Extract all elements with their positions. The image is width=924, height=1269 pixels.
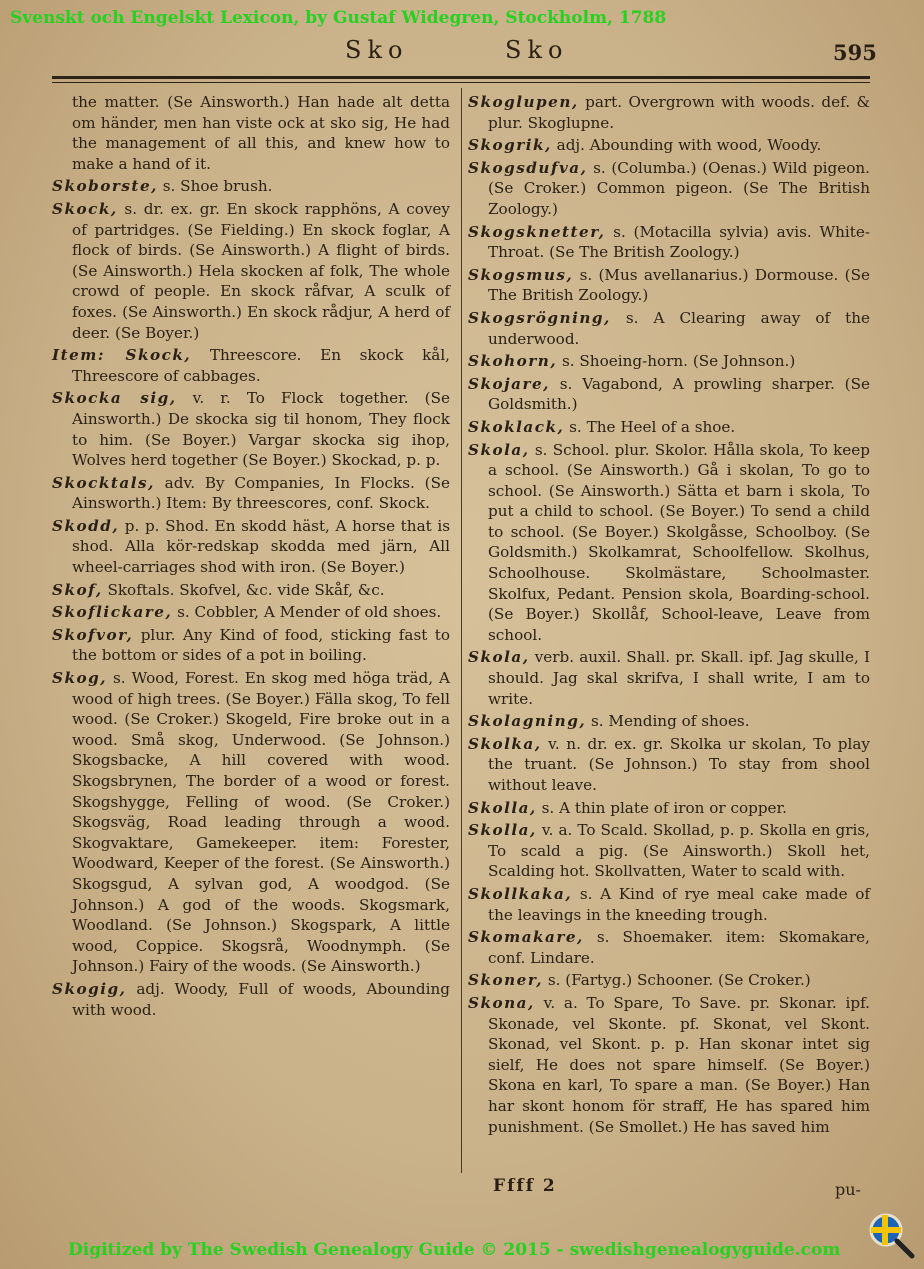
entry-headword: Skohorn, [468, 352, 558, 371]
dictionary-entry [466, 711, 870, 732]
dictionary-entry [50, 388, 450, 470]
entry-headword: Skollkaka, [468, 884, 573, 903]
entry-definition: the matter. (Se Ainsworth.) Han hade alt detta om händer, men han viste ock at sko sig, He had the management of all this, and knew how to make a hand of it. [72, 93, 450, 173]
entry-definition: v. a. To Spare, To Save. pr. Skonar. ipf. Skonade, vel Skonte. pf. Skonat, vel Skont. Skonad, vel Skont. p. p. Han skonar intet sig sielf, He does not spare himself. (Se Boyer.) Skona en karl, To spare a man. (Se Boyer.) Han har skont honom för straff, He has spared him punishment. (Se Smollet.) He has saved him [488, 993, 871, 1136]
entry-definition: adv. By Companies, In Flocks. (Se Ainsworth.) Item: By threescores, conf. Skock. [72, 473, 450, 513]
entry-definition: s. (Fartyg.) Schooner. (Se Croker.) [547, 971, 811, 990]
entry-headword: Skodd, [52, 516, 120, 535]
dictionary-entry [466, 158, 870, 220]
digitized-banner: Digitized by The Swedish Genealogy Guide © 2015 - swedishgenealogyguide.com [68, 1240, 841, 1260]
entry-definition: Skoftals. Skofvel, &c. vide Skåf, &c. [107, 580, 385, 599]
entry-headword: Skogsdufva, [468, 158, 588, 177]
entry-headword: Item: Skock, [52, 346, 192, 365]
entry-headword: Skolagning, [468, 712, 587, 731]
entry-headword: Skolla, [468, 821, 537, 840]
source-banner: Svenskt och Engelskt Lexicon, by Gustaf Widegren, Stockholm, 1788 [10, 8, 667, 28]
running-head-right: Sko [505, 36, 569, 64]
entry-definition: verb. auxil. Shall. pr. Skall. ipf. Jag skulle, I should. Jag skal skrifva, I shall write, I am to write. [488, 648, 870, 708]
entry-headword: Skona, [468, 993, 535, 1012]
entry-definition: s. Shoemaker. item: Skomakare, conf. Lindare. [488, 928, 870, 967]
entry-headword: Skofvor, [52, 625, 134, 644]
entry-definition: s. (Motacilla sylvia) avis. White-Throat. (Se The British Zoology.) [488, 222, 870, 262]
entry-headword: Skogsrögning, [468, 308, 611, 327]
dictionary-entry [466, 308, 870, 349]
entry-definition: v. a. To Scald. Skollad, p. p. Skolla en gris, To scald a pig. (Se Ainsworth.) Skoll het, Scalding hot. Skollvatten, Water to scald with. [488, 821, 871, 881]
dictionary-entry [466, 734, 870, 796]
entry-definition: s. The Heel of a shoe. [569, 417, 736, 436]
dictionary-entry [50, 473, 450, 514]
entry-headword: Skolla, [468, 798, 537, 817]
dictionary-entry [50, 979, 450, 1020]
dictionary-entry [466, 798, 870, 819]
entry-definition: s. Cobbler, A Mender of old shoes. [177, 603, 442, 622]
header-rule-thick [52, 76, 870, 79]
entry-headword: Skoklack, [468, 417, 565, 436]
entry-definition: s. dr. ex. gr. En skock rapphöns, A covey of partridges. (Se Fielding.) En skock foglar, A flock of birds. (Se Ainsworth.) A flight of birds. (Se Ainsworth.) Hela skocken af folk, The whole crowd of people. En skock råfvar, A sculk of foxes. (Se Ainsworth.) En skock rådjur, A herd of deer. (Se Boyer.) [72, 199, 450, 342]
dictionary-entry [50, 199, 450, 343]
dictionary-entry [466, 993, 870, 1137]
dictionary-entry [466, 440, 870, 646]
dictionary-entry [50, 602, 450, 623]
dictionary-entry [466, 92, 870, 133]
entry-headword: Skocka sig, [52, 389, 177, 408]
dictionary-entry [466, 222, 870, 263]
column-divider [461, 88, 462, 1173]
entry-headword: Skogrik, [468, 136, 552, 155]
entry-definition: s. A Clearing away of the underwood. [488, 308, 871, 348]
entry-definition: s. A Kind of rye meal cake made of the leavings in the kneeding trough. [488, 884, 871, 924]
entry-definition: s. School. plur. Skolor. Hålla skola, To keep a school. (Se Ainsworth.) Gå i skolan, To go to school. (Se Ainsworth.) Sätta et barn i skola, To put a child to school. (Se Boyer.) To send a child to school. (Se Boyer.) Skolgåsse, Schoolboy. (Se Goldsmith.) Skolkamrat, Schoolfellow. Skolhus, Schoolhouse. Skolmästare, Schoolmaster. Skolfux, Pedant. Pension skola, Boarding-school. (Se Boyer.) Skollåf, School-leave, Leave from school. [488, 440, 870, 644]
entry-headword: Skomakare, [468, 928, 584, 947]
entry-headword: Skoborste, [52, 177, 158, 196]
entry-definition: adj. Abounding with wood, Woody. [556, 136, 822, 155]
dictionary-entry [50, 176, 450, 197]
dictionary-entry [50, 516, 450, 578]
entry-definition: s. Wood, Forest. En skog med höga träd, A wood of high trees. (Se Boyer.) Fälla skog, To fell wood. (Se Croker.) Skogeld, Fire broke out in a wood. Små skog, Underwood. (Se Johnson.) Skogsbacke, A hill covered with wood. Skogsbrynen, The border of a wood or forest. Skogshygge, Felling of wood. (Se Croker.) Skogsväg, Road leading through a wood. Skogvaktare, Gamekeeper. item: Forester, Woodward, Keeper of the forest. (Se Ainsworth.) Skogsgud, A sylvan god, A woodgod. (Se Johnson.) A god of the woods. Skogsmark, Woodland. (Se Johnson.) Skogspark, A little wood, Coppice. Skogsrå, Woodnymph. (Se Johnson.) Fairy of the woods. (Se Ainsworth.) [72, 669, 451, 976]
entry-definition: part. Overgrown with woods. def. & plur. Skoglupne. [488, 93, 870, 132]
entry-headword: Skola, [468, 648, 530, 667]
entry-definition: v. r. To Flock together. (Se Ainsworth.) De skocka sig til honom, They flock to him. (Se Boyer.) Vargar skocka sig ihop, Wolves herd together (Se Boyer.) Skockad, p. p. [72, 389, 450, 470]
dictionary-entry [466, 647, 870, 709]
dictionary-entry [50, 625, 450, 666]
swedish-flag-magnifier-icon [866, 1210, 918, 1262]
dictionary-entry [466, 265, 870, 306]
dictionary-entry [50, 580, 450, 601]
dictionary-entry [466, 884, 870, 925]
entry-definition: v. n. dr. ex. gr. Skolka ur skolan, To play the truant. (Se Johnson.) To stay from shool without leave. [488, 734, 871, 794]
entry-headword: Skoflickare, [52, 603, 173, 622]
dictionary-entry [466, 135, 870, 156]
dictionary-entry [466, 351, 870, 372]
entry-definition: s. (Columba.) (Oenas.) Wild pigeon. (Se Croker.) Common pigeon. (Se The British Zoology.) [488, 158, 871, 218]
entry-headword: Skof, [52, 580, 103, 599]
entry-headword: Skoglupen, [468, 93, 579, 111]
entry-headword: Skola, [468, 440, 530, 459]
entry-headword: Skogsknetter, [468, 222, 606, 241]
dictionary-entry [50, 92, 450, 174]
entry-headword: Skoner, [468, 971, 544, 990]
running-head [0, 36, 924, 66]
entry-definition: s. (Mus avellanarius.) Dormouse. (Se The British Zoology.) [488, 265, 870, 305]
entry-definition: plur. Any Kind of food, sticking fast to the bottom or sides of a pot in boiling. [72, 625, 451, 665]
entry-definition: s. A thin plate of iron or copper. [541, 798, 787, 817]
running-head-left: Sko [345, 36, 409, 64]
signature-mark: Ffff 2 [493, 1176, 557, 1196]
entry-headword: Skog, [52, 669, 108, 688]
entry-headword: Skock, [52, 199, 118, 218]
header-rule-thin [52, 82, 870, 83]
catchword: pu- [835, 1180, 861, 1199]
entry-headword: Skocktals, [52, 473, 155, 492]
page-number: 595 [833, 40, 877, 65]
left-column [50, 92, 450, 1022]
entry-definition: s. Vagabond, A prowling sharper. (Se Goldsmith.) [488, 374, 870, 414]
dictionary-entry [466, 417, 870, 438]
dictionary-entry [466, 374, 870, 415]
entry-definition: s. Mending of shoes. [590, 712, 750, 731]
dictionary-entry [466, 927, 870, 968]
entry-definition: adj. Woody, Full of woods, Abounding with wood. [72, 979, 451, 1019]
entry-definition: p. p. Shod. En skodd häst, A horse that is shod. Alla kör-redskap skodda med järn, All wheel-carriages shod with iron. (Se Boyer.) [72, 516, 450, 577]
entry-definition: Threescore. En skock kål, Threescore of cabbages. [72, 346, 451, 385]
dictionary-entry [466, 820, 870, 882]
entry-headword: Skogig, [52, 979, 127, 998]
entry-definition: s. Shoeing-horn. (Se Johnson.) [561, 352, 796, 371]
dictionary-entry [50, 345, 450, 386]
entry-headword: Skogsmus, [468, 265, 574, 284]
entry-definition: s. Shoe brush. [162, 177, 273, 196]
entry-headword: Skolka, [468, 734, 542, 753]
dictionary-entry [50, 668, 450, 977]
right-column [466, 92, 870, 1139]
dictionary-entry [466, 970, 870, 991]
entry-headword: Skojare, [468, 374, 550, 393]
